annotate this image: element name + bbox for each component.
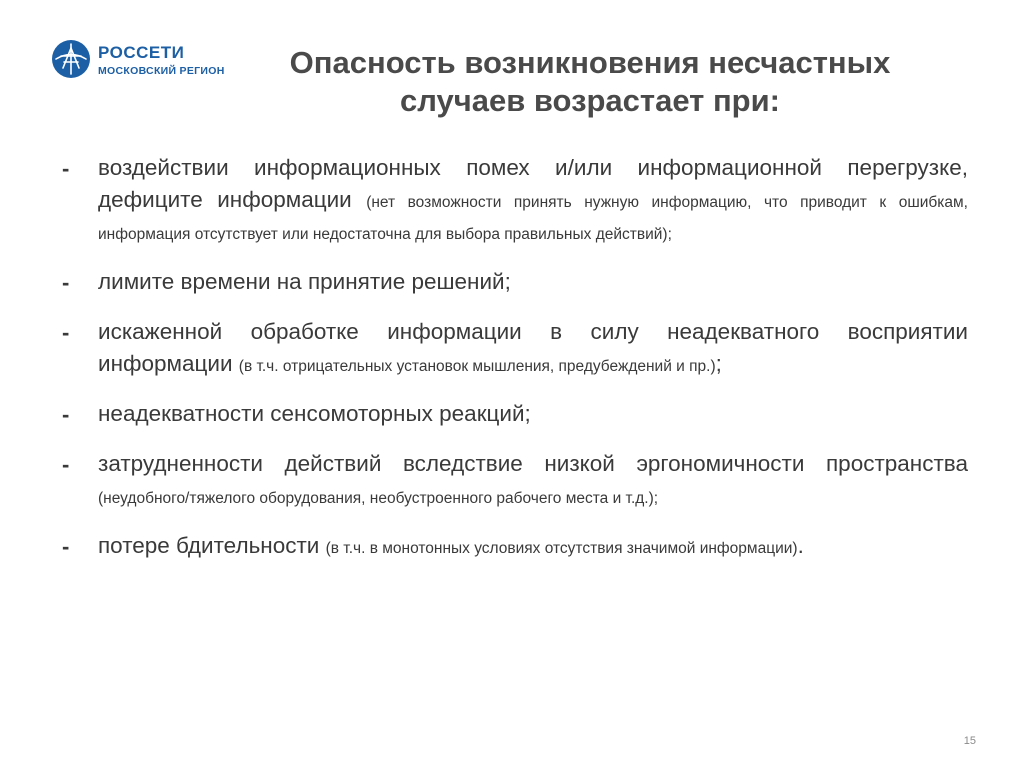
item-tail: . (797, 533, 804, 558)
list-item (62, 398, 968, 430)
item-text: потере бдительности (98, 533, 326, 558)
title-line-1: Опасность возникновения несчастных (289, 45, 891, 80)
list-item (62, 266, 968, 298)
item-note: (нет возможности принять нужную информацию, что приводит к ошибкам, информация отсутствует или недостаточна для выбора правильных действий); (98, 194, 968, 243)
title-line-2: случаев возрастает при: (399, 83, 780, 118)
list-item (62, 152, 968, 248)
slide-title (240, 44, 940, 120)
item-note: (в т.ч. отрицательных установок мышления, предубеждений и пр.) (238, 358, 716, 375)
rosseti-logo (50, 38, 240, 90)
logo-name: РОССЕТИ (98, 43, 185, 62)
risk-factor-list (62, 152, 968, 580)
item-text: затрудненности действий вследствие низкой эргономичности пространства (98, 451, 968, 476)
item-text: лимите времени на принятие решений; (98, 269, 511, 294)
item-text: искаженной обработке информации в силу неадекватного восприятии информации (98, 319, 968, 376)
rosseti-emblem-icon (50, 38, 92, 80)
item-text: воздействии информационных помех и/или информационной перегрузке, дефиците информации (98, 155, 968, 212)
item-text: неадекватности сенсомоторных реакций; (98, 401, 531, 426)
item-note: (неудобного/тяжелого оборудования, необустроенного рабочего места и т.д.); (98, 490, 659, 507)
list-item (62, 530, 968, 562)
bullet-dash: - (62, 452, 70, 477)
list-item (62, 316, 968, 380)
item-note: (в т.ч. в монотонных условиях отсутствия значимой информации) (325, 540, 798, 557)
bullet-dash: - (62, 320, 70, 345)
bullet-dash: - (62, 270, 70, 295)
list-item (62, 448, 968, 512)
page-number: 15 (963, 735, 976, 747)
item-tail: ; (715, 351, 722, 376)
bullet-dash: - (62, 156, 70, 181)
logo-region: МОСКОВСКИЙ РЕГИОН (98, 65, 225, 77)
bullet-dash: - (62, 402, 70, 427)
bullet-dash: - (62, 534, 70, 559)
